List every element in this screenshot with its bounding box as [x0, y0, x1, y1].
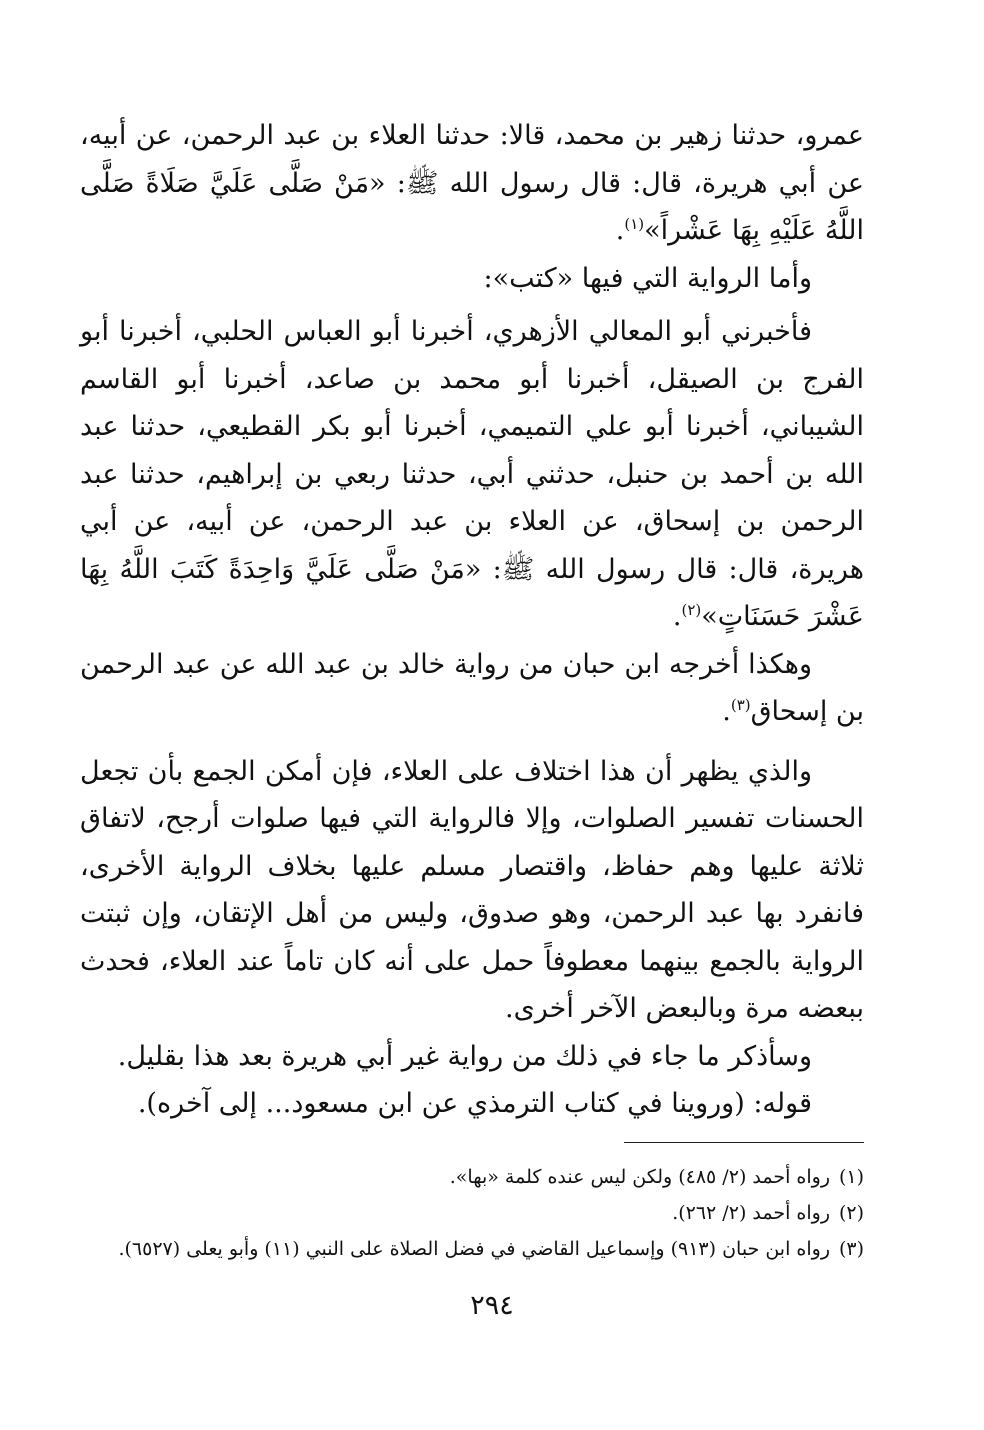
- paragraph-1: [80, 112, 864, 255]
- paragraph-3-end: .: [672, 601, 682, 632]
- footnote-ref-2[interactable]: (٢): [681, 601, 702, 619]
- page-number: ٢٩٤: [470, 1290, 514, 1321]
- paragraph-2: وأما الرواية التي فيها «كتب»:: [483, 262, 812, 294]
- footnote-number: (٣): [838, 1237, 864, 1260]
- footnote-separator: [624, 1142, 864, 1143]
- footnote-number: (١): [838, 1165, 864, 1188]
- footnote-2: [80, 1197, 864, 1229]
- footnote-text: رواه ابن حبان (٩١٣) وإسماعيل القاضي في فضل الصلاة على النبي (١١) وأبو يعلى (٦٥٢٧).: [118, 1237, 830, 1260]
- paragraph-7: قوله: (وروينا في كتاب الترمذي عن ابن مسعود... إلى آخره).: [137, 1088, 812, 1119]
- footnote-number: (٢): [838, 1201, 864, 1224]
- paragraph-6: وسأذكر ما جاء في ذلك من رواية غير أبي هريرة بعد هذا بقليل.: [117, 1040, 812, 1072]
- footnote-text: رواه أحمد (٢/ ٢٦٢).: [672, 1201, 830, 1224]
- paragraph-1-end: .: [615, 215, 625, 246]
- paragraph-3: [80, 308, 864, 641]
- paragraph-4-text: وهكذا أخرجه ابن حبان من رواية خالد بن عبد الله عن عبد الرحمن بن إسحاق: [80, 648, 864, 727]
- footnote-ref-3[interactable]: (٣): [730, 696, 751, 714]
- footnote-ref-1[interactable]: (١): [624, 215, 645, 233]
- footnote-text: رواه أحمد (٢/ ٤٨٥) ولكن ليس عنده كلمة «بها».: [449, 1165, 830, 1188]
- footnotes: [80, 1161, 864, 1265]
- paragraph-4-end: .: [722, 696, 731, 727]
- footnote-1: [80, 1161, 864, 1193]
- page-body: [80, 112, 864, 1269]
- paragraph-4: [80, 641, 864, 736]
- paragraph-3-text: فأخبرني أبو المعالي الأزهري، أخبرنا أبو العباس الحلبي، أخبرنا أبو الفرج بن الصيقل، أخبرنا أبو محمد بن صاعد، أخبرنا أبو القاسم الشيباني، أخبرنا أبو علي التميمي، أخبرنا أبو بكر القطيعي، حدثنا عبد الله بن أحمد بن حنبل، حدثني أبي، حدثنا ربعي بن إبراهيم، حدثنا عبد الرحمن بن إسحاق، عن العلاء بن عبد الرحمن، عن أبيه، عن أبي هريرة، قال: قال رسول الله ﷺ: «مَنْ صَلَّى عَلَيَّ وَاحِدَةً كَتَبَ اللَّهُ بِهَا عَشْرَ حَسَنَاتٍ»: [80, 316, 864, 632]
- paragraph-5: والذي يظهر أن هذا اختلاف على العلاء، فإن أمكن الجمع بأن تجعل الحسنات تفسير الصلوات، وإلا فالرواية التي فيها صلوات أرجح، لاتفاق ثلاثة عليها وهم حفاظ، واقتصار مسلم عليها بخلاف الرواية الأخرى، فانفرد بها عبد الرحمن، وهو صدوق، وليس من أهل الإتقان، وإن ثبتت الرواية بالجمع بينهما معطوفاً حمل على أنه كان تاماً عند العلاء، فحدث ببعضه مرة وبالبعض الآخر أخرى.: [80, 755, 864, 1024]
- footnote-3: [80, 1233, 864, 1265]
- paragraph-1-text: عمرو، حدثنا زهير بن محمد، قالا: حدثنا العلاء بن عبد الرحمن، عن أبيه، عن أبي هريرة، قال: قال رسول الله ﷺ: «مَنْ صَلَّى عَلَيَّ صَلَاةً صَلَّى اللَّهُ عَلَيْهِ بِهَا عَشْراً»: [80, 120, 864, 246]
